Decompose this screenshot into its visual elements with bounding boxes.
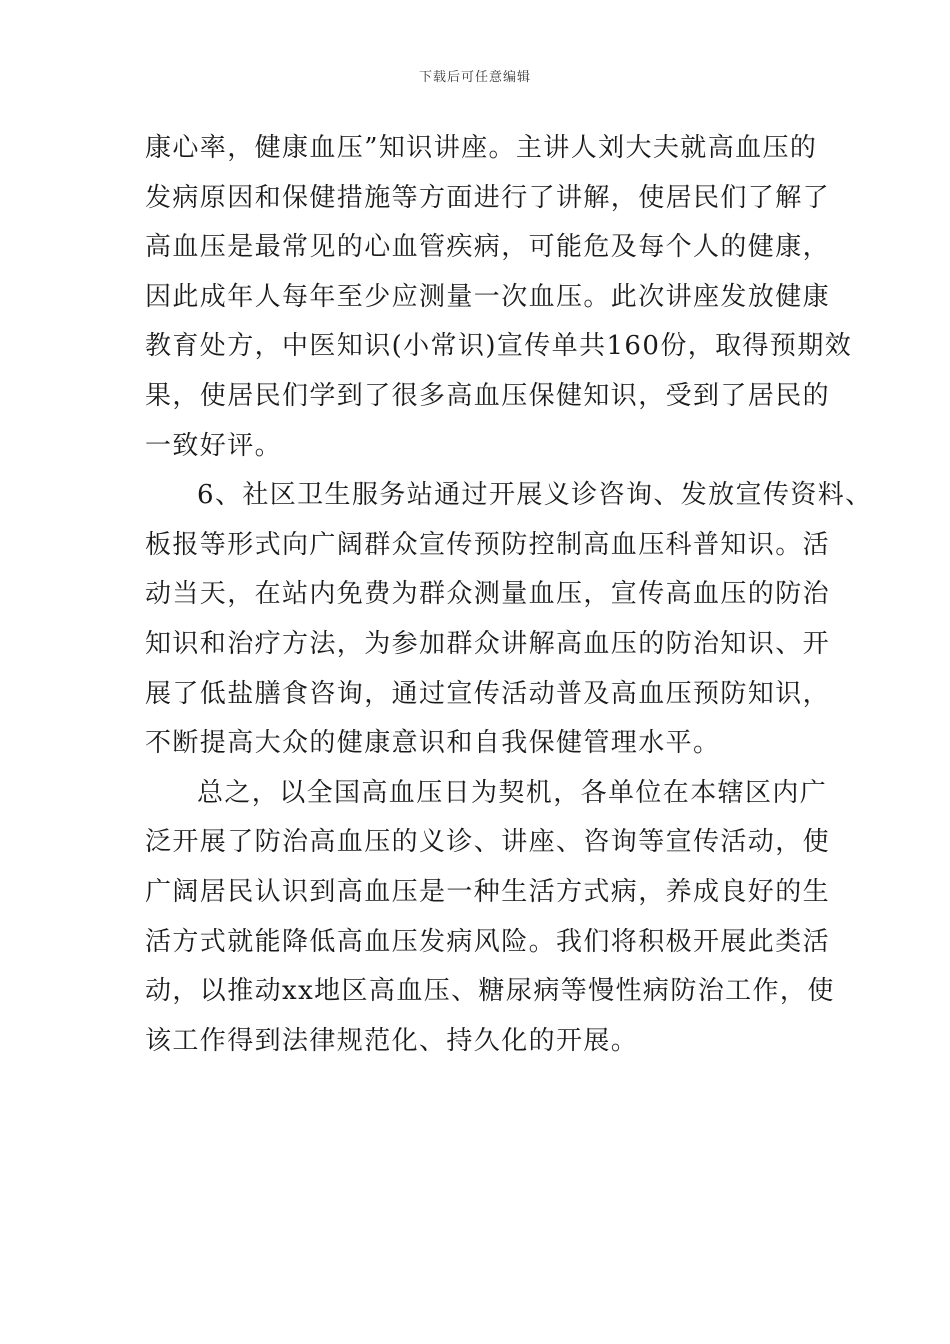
text-line: 高血压是最常见的心血管疾病，可能危及每个人的健康， xyxy=(145,232,831,263)
paragraph-start-line: 总之，以全国高血压日为契机，各单位在本辖区内广 xyxy=(197,777,828,808)
text-line: 果，使居民们学到了很多高血压保健知识，受到了居民的 xyxy=(145,380,831,411)
text-line: 康心率，健康血压”知识讲座。主讲人刘大夫就高血压的 xyxy=(145,133,818,163)
text-line: 不断提高大众的健康意识和自我保健管理水平。 xyxy=(145,728,721,759)
text-line: 动当天，在站内免费为群众测量血压，宣传高血压的防治 xyxy=(145,579,831,610)
text-line: 活方式就能降低高血压发病风险。我们将积极开展此类活 xyxy=(145,926,831,957)
text-line: 该工作得到法律规范化、持久化的开展。 xyxy=(145,1025,639,1056)
text-line: 展了低盐膳食咨询，通过宣传活动普及高血压预防知识， xyxy=(145,678,831,709)
text-line: 发病原因和保健措施等方面进行了讲解，使居民们了解了 xyxy=(145,182,831,213)
paragraph-start-line: 6、社区卫生服务站通过开展义诊咨询、发放宣传资料、 xyxy=(197,480,873,511)
text-line: 动，以推动xx地区高血压、糖尿病等慢性病防治工作，使 xyxy=(145,976,835,1007)
text-line: 板报等形式向广阔群众宣传预防控制高血压科普知识。活 xyxy=(145,529,831,560)
text-line: 因此成年人每年至少应测量一次血压。此次讲座发放健康 xyxy=(145,281,831,312)
document-body xyxy=(145,124,873,1066)
text-line: 教育处方，中医知识(小常识)宣传单共160份，取得预期效 xyxy=(145,331,853,362)
text-line: 一致好评。 xyxy=(145,430,283,461)
text-line: 泛开展了防治高血压的义诊、讲座、咨询等宣传活动，使 xyxy=(145,827,831,858)
text-line: 广阔居民认识到高血压是一种生活方式病，养成良好的生 xyxy=(145,876,831,907)
header-note: 下载后可任意编辑 xyxy=(418,70,531,85)
text-line: 知识和治疗方法，为参加群众讲解高血压的防治知识、开 xyxy=(145,628,831,659)
